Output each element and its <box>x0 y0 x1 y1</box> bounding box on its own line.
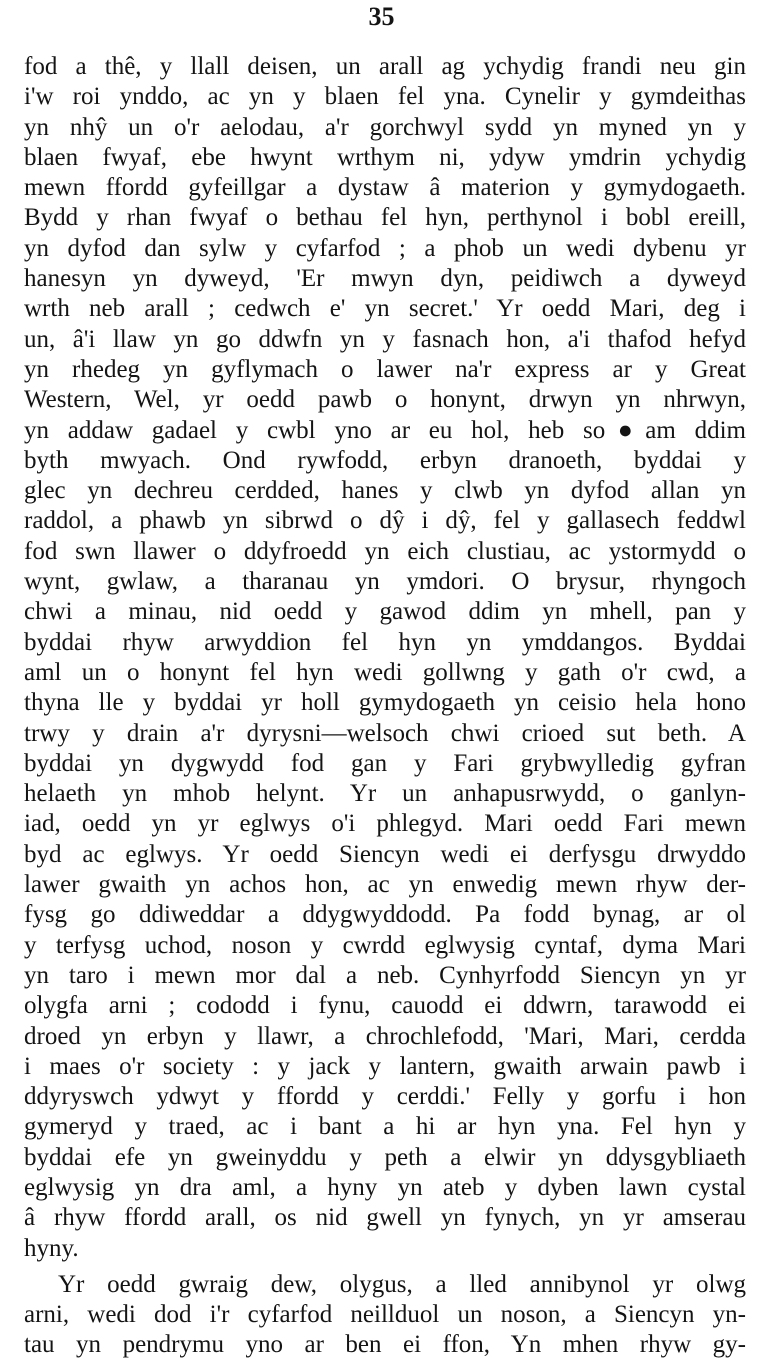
text-line: raddol, a phawb yn sibrwd o dŷ i dŷ, fel y gallasech feddwl <box>24 507 746 535</box>
text-line: i'w roi ynddo, ac yn y blaen fel yna. Cynelir y gymdeithas <box>24 83 746 111</box>
text-line: ddyryswch ydwyt y ffordd y cerddi.' Felly y gorfu i hon <box>24 1083 746 1111</box>
text-line: iad, oedd yn yr eglwys o'i phlegyd. Mari oedd Fari mewn <box>24 810 746 838</box>
text-line: i maes o'r society : y jack y lantern, gwaith arwain pawb i <box>24 1052 746 1080</box>
text-line: yn nhŷ un o'r aelodau, a'r gorchwyl sydd yn myned yn y <box>24 113 746 141</box>
text-line: thyna lle y byddai yr holl gymydogaeth yn ceisio hela hono <box>24 689 746 717</box>
text-line: helaeth yn mhob helynt. Yr un anhapusrwydd, o ganlyn- <box>24 780 746 808</box>
text-line: Western, Wel, yr oedd pawb o honynt, drwyn yn nhrwyn, <box>24 386 746 414</box>
text-line: chwi a minau, nid oedd y gawod ddim yn mhell, pan y <box>24 598 746 626</box>
text-line: trwy y drain a'r dyrysni—welsoch chwi crioed sut beth. A <box>24 719 746 747</box>
text-line: y terfysg uchod, noson y cwrdd eglwysig cyntaf, dyma Mari <box>24 931 746 959</box>
text-line: byd ac eglwys. Yr oedd Siencyn wedi ei derfysgu drwyddo <box>24 840 746 868</box>
body-text <box>24 52 746 1361</box>
text-line: glec yn dechreu cerdded, hanes y clwb yn dyfod allan yn <box>24 477 746 505</box>
text-line: yn addaw gadael y cwbl yno ar eu hol, heb so●am ddim <box>24 416 746 444</box>
text-line: tau yn pendrymu yno ar ben ei ffon, Yn mhen rhyw gy- <box>24 1331 746 1359</box>
text-line: droed yn erbyn y llawr, a chrochlefodd, 'Mari, Mari, cerdda <box>24 1022 746 1050</box>
paragraph-start-line: Yr oedd gwraig dew, olygus, a lled annibynol yr olwg <box>58 1270 746 1298</box>
text-line: Bydd y rhan fwyaf o bethau fel hyn, perthynol i bobl ereill, <box>24 204 746 232</box>
text-line: byddai yn dygwydd fod gan y Fari grybwylledig gyfran <box>24 749 746 777</box>
text-line: olygfa arni ; cododd i fynu, cauodd ei ddwrn, tarawodd ei <box>24 992 746 1020</box>
text-line: yn taro i mewn mor dal a neb. Cynhyrfodd Siencyn yn yr <box>24 961 746 989</box>
text-line: eglwysig yn dra aml, a hyny yn ateb y dyben lawn cystal <box>24 1173 746 1201</box>
text-line: byddai efe yn gweinyddu y peth a elwir yn ddysgybliaeth <box>24 1143 746 1171</box>
text-line: fysg go ddiweddar a ddygwyddodd. Pa fodd bynag, ar ol <box>24 901 746 929</box>
text-line: hanesyn yn dyweyd, 'Er mwyn dyn, peidiwch a dyweyd <box>24 265 746 293</box>
text-line: gymeryd y traed, ac i bant a hi ar hyn yna. Fel hyn y <box>24 1113 746 1141</box>
paragraph-end-line: hyny. <box>24 1234 79 1262</box>
text-line: blaen fwyaf, ebe hwynt wrthym ni, ydyw ymdrin ychydig <box>24 143 746 171</box>
text-line: mewn ffordd gyfeillgar a dystaw â materion y gymydogaeth. <box>24 174 746 202</box>
text-line: fod swn llawer o ddyfroedd yn eich clustiau, ac ystormydd o <box>24 537 746 565</box>
text-line: wynt, gwlaw, a tharanau yn ymdori. O brysur, rhyngoch <box>24 568 746 596</box>
text-line: byddai rhyw arwyddion fel hyn yn ymddangos. Byddai <box>24 628 746 656</box>
page-number: 35 <box>368 2 395 31</box>
text-line: lawer gwaith yn achos hon, ac yn enwedig mewn rhyw der- <box>24 871 746 899</box>
text-line: â rhyw ffordd arall, os nid gwell yn fynych, yn yr amserau <box>24 1204 746 1232</box>
text-line: fod a thê, y llall deisen, un arall ag ychydig frandi neu gin <box>24 53 746 80</box>
text-line: byth mwyach. Ond rywfodd, erbyn dranoeth, byddai y <box>24 446 746 474</box>
text-line: yn dyfod dan sylw y cyfarfod ; a phob un wedi dybenu yr <box>24 234 746 262</box>
text-line: yn rhedeg yn gyflymach o lawer na'r express ar y Great <box>24 355 746 383</box>
text-line: wrth neb arall ; cedwch e' yn secret.' Yr oedd Mari, deg i <box>24 295 746 323</box>
text-line: arni, wedi dod i'r cyfarfod neillduol un noson, a Siencyn yn- <box>24 1301 746 1329</box>
text-line: un, â'i llaw yn go ddwfn yn y fasnach hon, a'i thafod hefyd <box>24 325 746 353</box>
text-line: aml un o honynt fel hyn wedi gollwng y gath o'r cwd, a <box>24 658 746 686</box>
